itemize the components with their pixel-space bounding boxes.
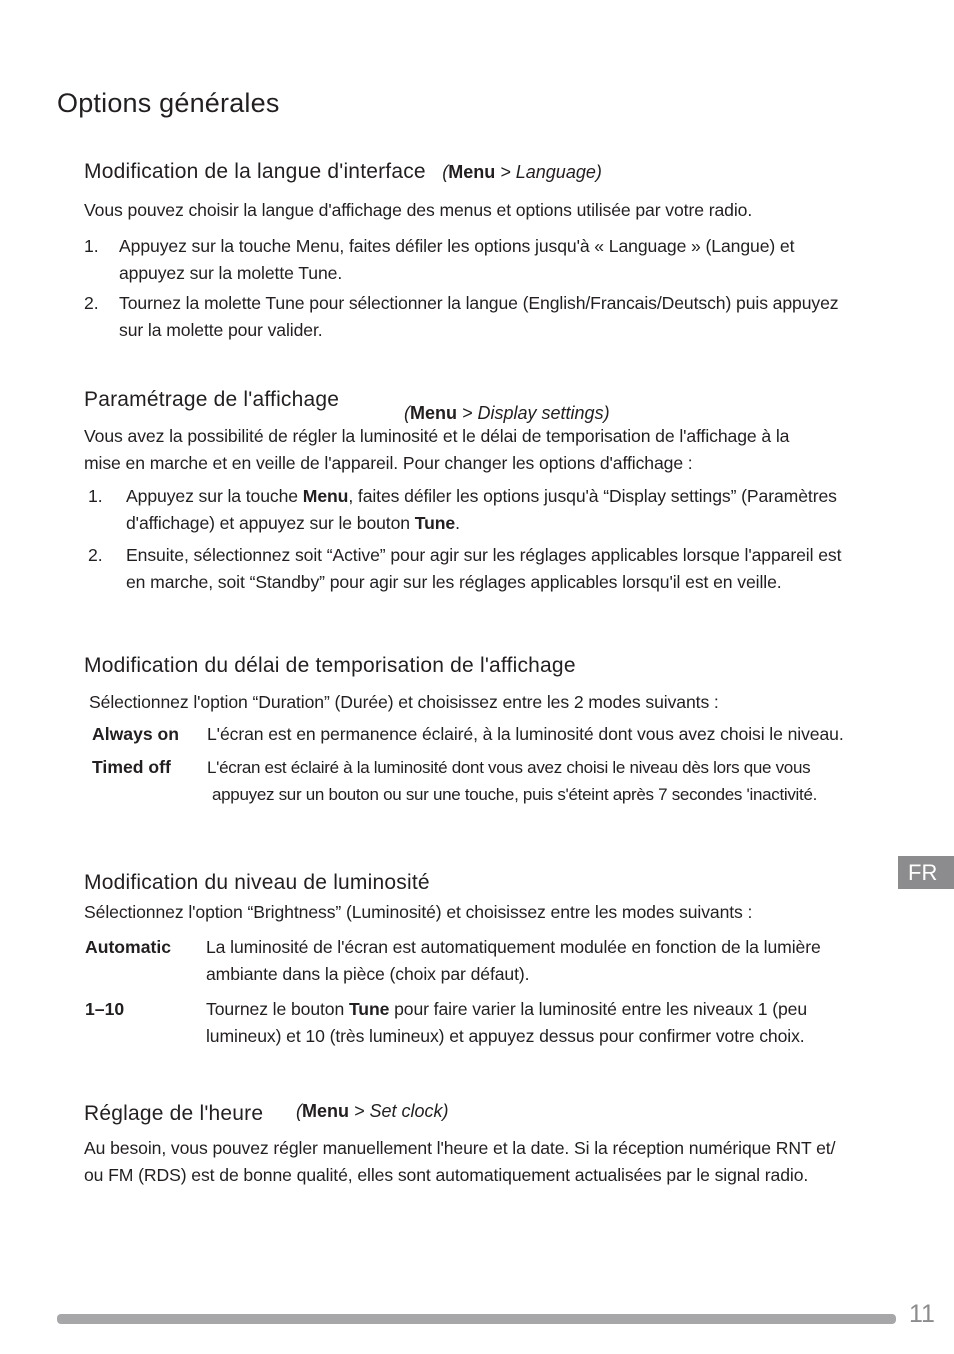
definition-term: Automatic <box>85 937 172 957</box>
paragraph: Vous pouvez choisir la langue d'affichage des menus et options utilisée par votre radio. <box>84 200 753 220</box>
section-title: Modification du délai de temporisation de l'affichage <box>84 654 576 677</box>
definition-term: 1–10 <box>85 999 125 1019</box>
definition-text: L'écran est éclairé à la luminosité dont vous avez choisi le niveau dès lors que vous appuyez sur un bouton ou sur une touche, puis s'éteint après 7 secondes 'inactivité. <box>207 758 818 804</box>
step-text: Appuyez sur la touche Menu, faites défiler les options jusqu'à « Language » (Langue) et appuyez sur la molette Tune. <box>119 236 795 283</box>
step-number: 2. <box>88 545 103 565</box>
step-text: Appuyez sur la touche Menu, faites défiler les options jusqu'à “Display settings” (Paramètres d'affichage) et appuyez sur le bouton Tune. <box>126 486 837 533</box>
step-number: 2. <box>84 293 99 313</box>
step-number: 1. <box>88 486 103 506</box>
section-title: Réglage de l'heure <box>84 1102 264 1125</box>
definition-term: Always on <box>92 724 180 744</box>
step-text: Tournez la molette Tune pour sélectionner la langue (English/Francais/Deutsch) puis appuyez sur la molette pour valider. <box>119 293 839 340</box>
footer-bar <box>57 1314 896 1324</box>
definition-text: L'écran est en permanence éclairé, à la luminosité dont vous avez choisi le niveau. <box>207 724 844 744</box>
step-text: Ensuite, sélectionnez soit “Active” pour agir sur les réglages applicables lorsque l'appareil est en marche, soit “Standby” pour agir sur les réglages applicables lorsqu'il est en veille. <box>126 545 842 592</box>
paragraph: Sélectionnez l'option “Duration” (Durée) et choisissez entre les 2 modes suivants : <box>89 692 719 712</box>
step-number: 1. <box>84 236 99 256</box>
menu-path: (Menu > Language) <box>442 162 602 182</box>
page-number: 11 <box>909 1300 935 1328</box>
paragraph: Sélectionnez l'option “Brightness” (Luminosité) et choisissez entre les modes suivants : <box>84 902 753 922</box>
paragraph: Au besoin, vous pouvez régler manuellement l'heure et la date. Si la réception numérique RNT et/ ou FM (RDS) est de bonne qualité, elles sont automatiquement actualisées par le signal radio. <box>84 1138 836 1185</box>
menu-path: (Menu > Display settings) <box>404 403 610 423</box>
definition-text: La luminosité de l'écran est automatiquement modulée en fonction de la lumière ambiante dans la pièce (choix par défaut). <box>206 937 821 984</box>
paragraph: Vous avez la possibilité de régler la luminosité et le délai de temporisation de l'affichage à la mise en marche et en veille de l'appareil. Pour changer les options d'affichage : <box>84 426 790 473</box>
menu-path: (Menu > Set clock) <box>296 1101 449 1121</box>
section-language <box>84 160 602 184</box>
definition-term: Timed off <box>92 757 171 777</box>
section-title: Paramétrage de l'affichage <box>84 388 340 411</box>
definition-text: Tournez le bouton Tune pour faire varier la luminosité entre les niveaux 1 (peu lumineux) et 10 (très lumineux) et appuyez dessus pour confirmer votre choix. <box>206 999 808 1046</box>
language-tab: FR <box>898 856 954 889</box>
section-title: Modification de la langue d'interface <box>84 160 426 183</box>
page-title: Options générales <box>57 88 280 118</box>
section-title: Modification du niveau de luminosité <box>84 871 430 894</box>
